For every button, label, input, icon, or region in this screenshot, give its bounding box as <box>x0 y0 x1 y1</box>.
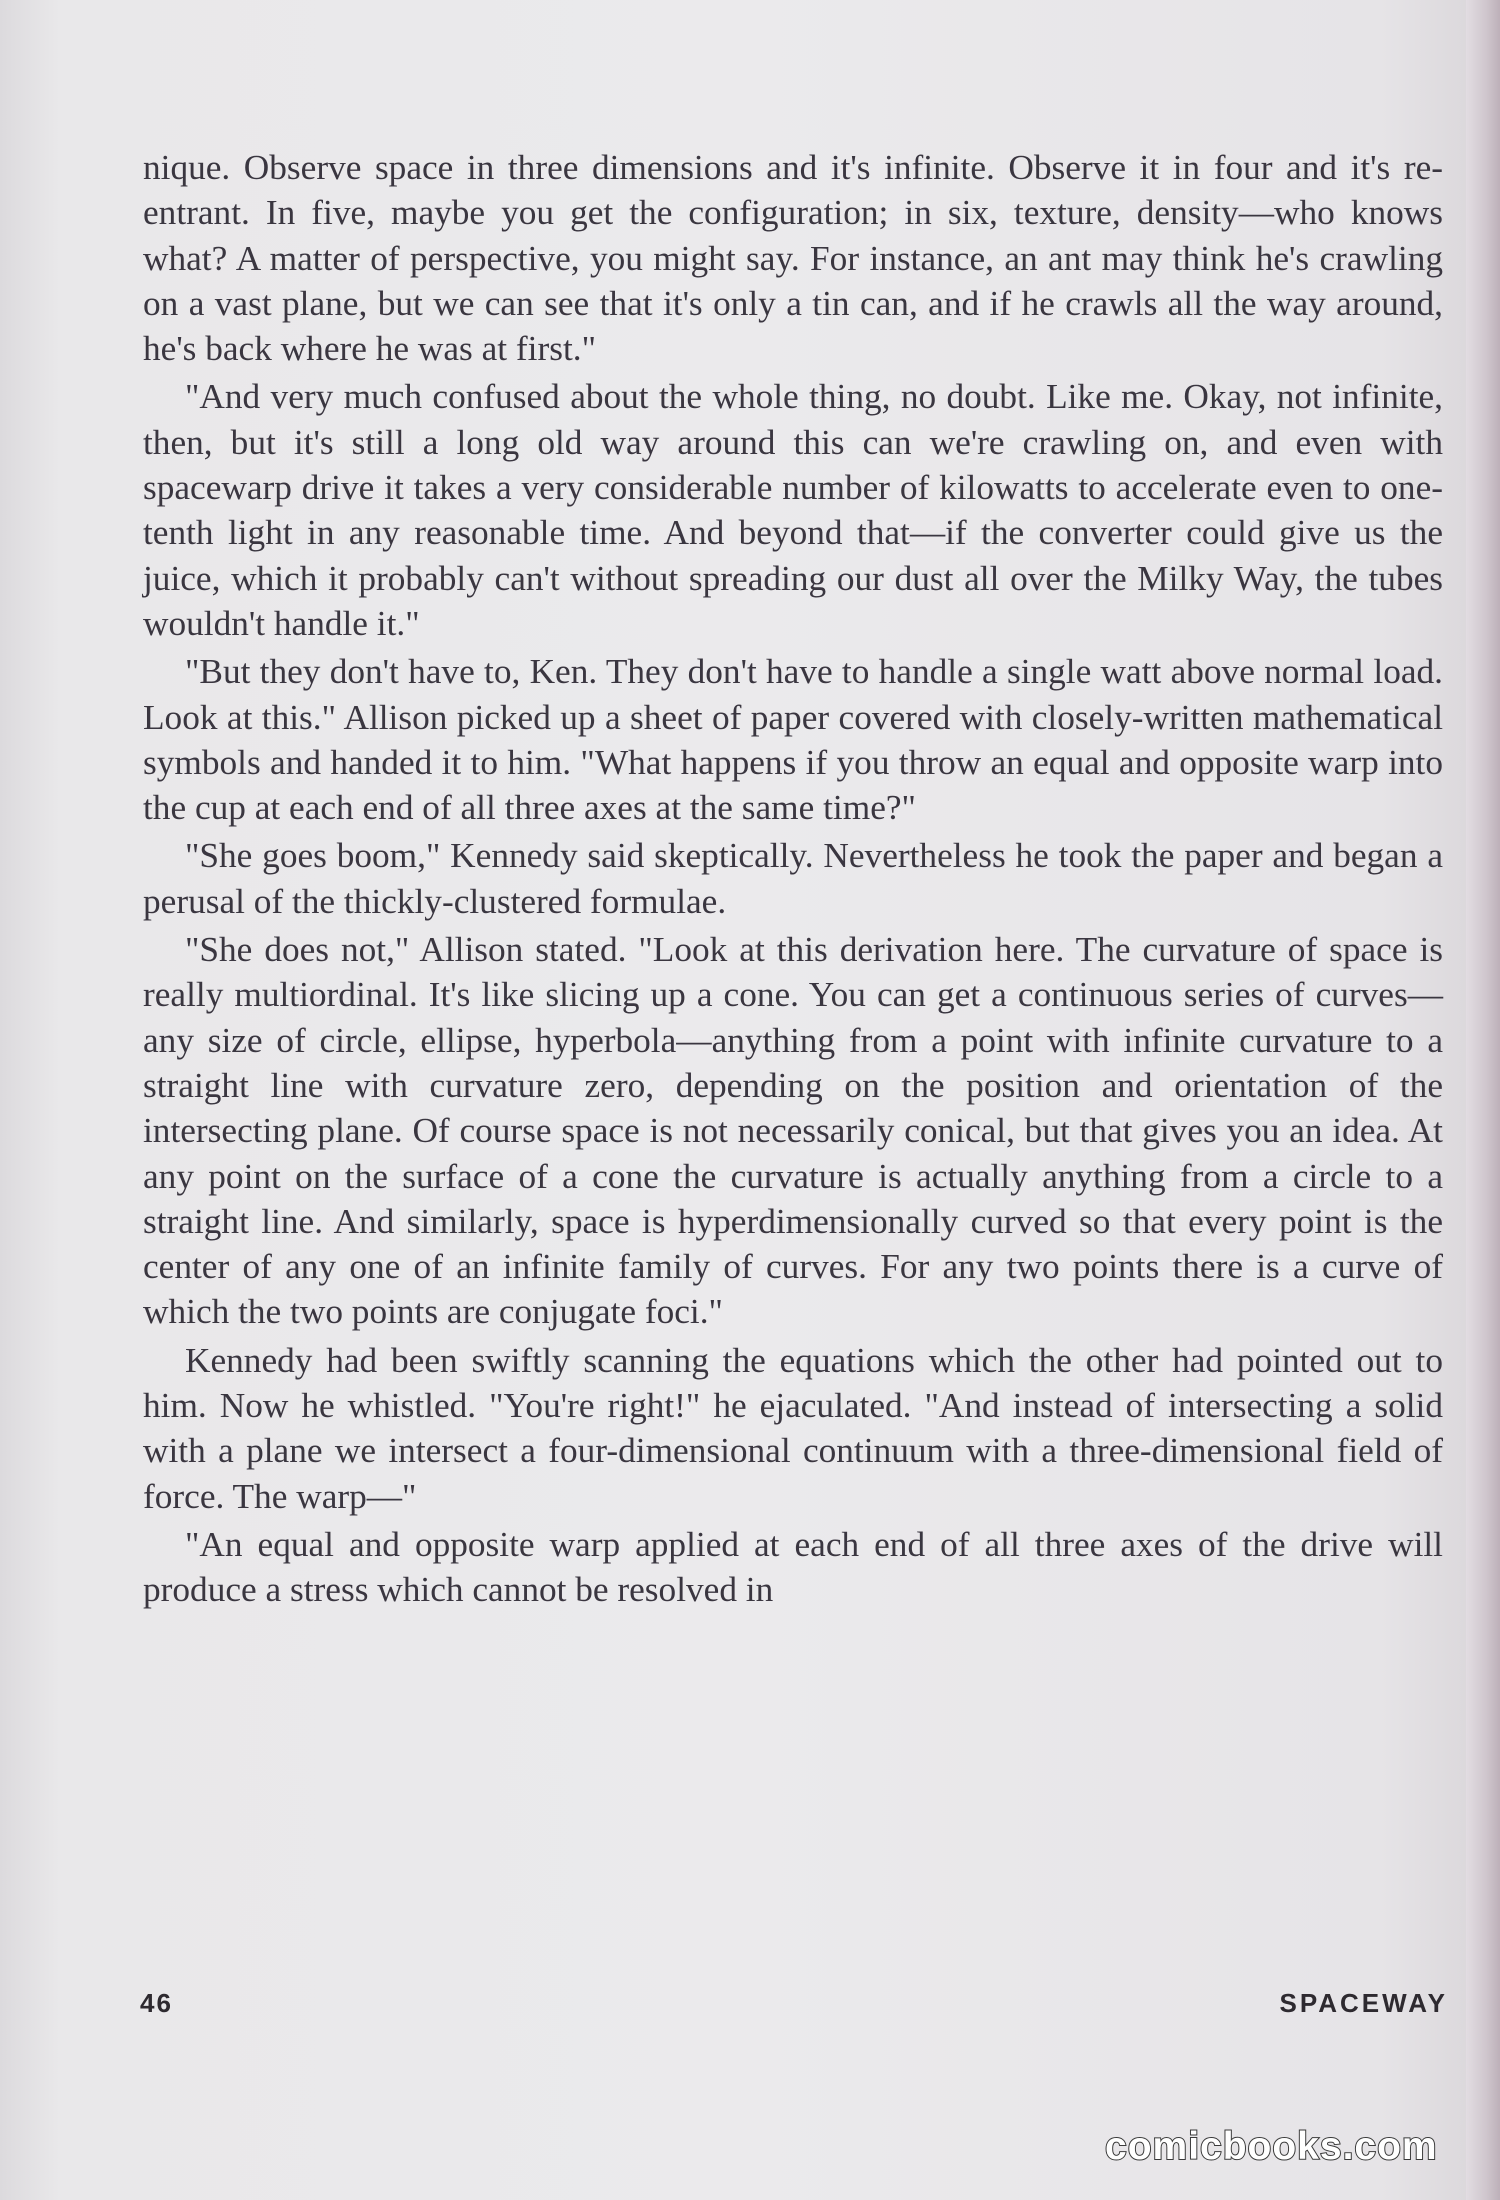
page-number: 46 <box>140 1988 173 2018</box>
paragraph-6: Kennedy had been swiftly scanning the equations which the other had pointed out to him. Now he whistled. "You're right!" he ejaculated. "And instead of intersecting a solid with a plane we intersect a four-dimensional continuum with a three-dimensional field of force. The warp—" <box>143 1340 1443 1516</box>
body-text <box>143 145 1443 1616</box>
paragraph-2: "And very much confused about the whole thing, no doubt. Like me. Okay, not infinite, then, but it's still a long old way around this can we're crawling on, and even with spacewarp drive it takes a very considerable number of kilowatts to accelerate even to one-tenth light in any reasonable time. And beyond that—if the converter could give us the juice, which it probably can't without spreading our dust all over the Milky Way, the tubes wouldn't handle it." <box>143 377 1443 643</box>
paragraph-4: "She goes boom," Kennedy said skeptically. Nevertheless he took the paper and began a perusal of the thickly-clustered formulae. <box>143 836 1443 921</box>
paragraph-3: "But they don't have to, Ken. They don't have to handle a single watt above normal load. Look at this." Allison picked up a sheet of paper covered with closely-written mathematical symbols and handed it to him. "What happens if you throw an equal and opposite warp into the cup at each end of all three axes at the same time?" <box>143 652 1443 828</box>
page-edge-shadow <box>1466 0 1500 2200</box>
paragraph-1: nique. Observe space in three dimensions and it's infinite. Observe it in four and it's re-entrant. In five, maybe you get the configuration; in six, texture, density—who knows what? A matter of perspective, you might say. For instance, an ant may think he's crawling on a vast plane, but we can see that it's only a tin can, and if he crawls all the way around, he's back where he was at first." <box>143 148 1443 369</box>
paragraph-5: "She does not," Allison stated. "Look at this derivation here. The curvature of space is really multiordinal. It's like slicing up a cone. You can get a continuous series of curves—any size of circle, ellipse, hyperbola—anything from a point with infinite curvature to a straight line with curvature zero, depending on the position and orientation of the intersecting plane. Of course space is not necessarily conical, but that gives you an idea. At any point on the surface of a cone the curvature is actually anything from a circle to a straight line. And similarly, space is hyperdimensionally curved so that every point is the center of any one of an infinite family of curves. For any two points there is a curve of which the two points are conjugate foci." <box>143 930 1443 1332</box>
running-title: SPACEWAY <box>1279 1988 1448 2018</box>
watermark-logo: comicbooks.com <box>1105 2125 1438 2168</box>
paragraph-7: "An equal and opposite warp applied at each end of all three axes of the drive will produce a stress which cannot be resolved in <box>143 1524 1443 1610</box>
